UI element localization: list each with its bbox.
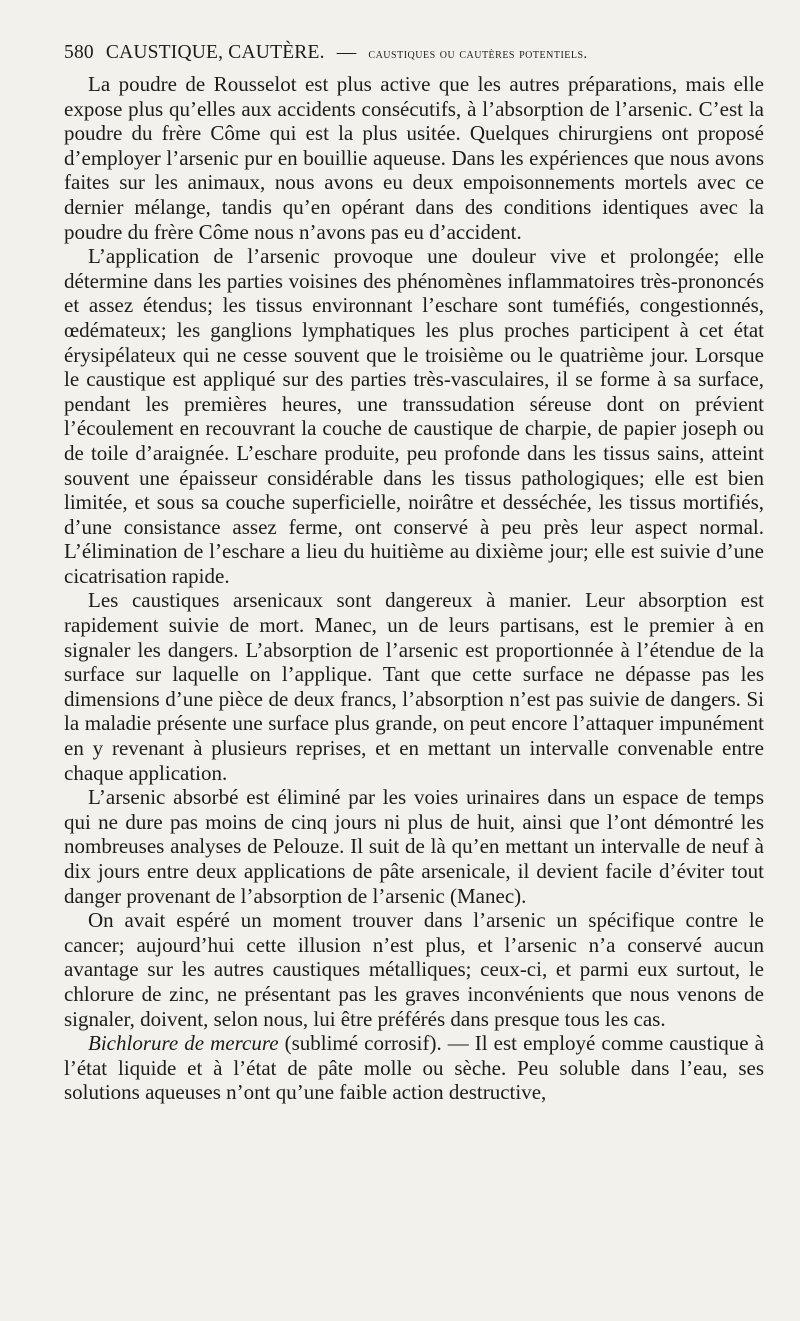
paragraph-6-text: (sublimé corrosif). — Il est employé comme caustique à l’état liquide et à l’état de pâte molle ou sèche. Peu soluble dans l’eau, ses solutions aqueuses n’ont qu’une faible action destructive,	[64, 1031, 764, 1105]
page-header	[64, 42, 764, 72]
paragraph-5: On avait espéré un moment trouver dans l’arsenic un spécifique contre le cancer; aujourd’hui cette illusion n’est plus, et l’arsenic n’a conservé aucun avantage sur les autres caustiques métalliques; ceux-ci, et parmi eux surtout, le chlorure de zinc, ne présentant pas les graves inconvénients que nous venons de signaler, doivent, selon nous, lui être préférés dans presque tous les cas.	[64, 908, 764, 1031]
running-head: CAUSTIQUE, CAUTÈRE.	[105, 42, 325, 63]
section-title: caustiques ou cautères potentiels.	[368, 46, 588, 62]
paragraph-6-lead: Bichlorure de mercure	[88, 1031, 279, 1056]
page-number: 580	[64, 42, 94, 63]
paragraph-3: Les caustiques arsenicaux sont dangereux à manier. Leur absorption est rapidement suivie de mort. Manec, un de leurs partisans, est le premier à en signaler les dangers. L’absorption de l’arsenic est proportionnée à l’étendue de la surface sur laquelle on l’applique. Tant que cette surface ne dépasse pas les dimensions d’une pièce de deux francs, l’absorption n’est pas suivie de dangers. Si la maladie présente une surface plus grande, on peut encore l’attaquer impunément en y revenant à plusieurs reprises, et en mettant un intervalle convenable entre chaque application.	[64, 588, 764, 785]
paragraph-2: L’application de l’arsenic provoque une douleur vive et prolongée; elle détermine dans les parties voisines des phénomènes inflammatoires très-prononcés et assez étendus; les tissus environnant l’eschare sont tuméfiés, congestionnés, œdémateux; les ganglions lymphatiques les plus proches participent à cet état érysipélateux qui ne cesse souvent que le troisième ou le quatrième jour. Lorsque le caustique est appliqué sur des parties très-vasculaires, il se forme à sa surface, pendant les premières heures, une transsudation séreuse dont on prévient l’écoulement en recouvrant la couche de caustique de charpie, de papier joseph ou de toile d’araignée. L’eschare produite, peu profonde dans les tissus sains, atteint souvent une épaisseur considérable dans les tissus pathologiques; elle est bien limitée, et sous sa couche superficielle, noirâtre et desséchée, les tissus mortifiés, d’une consistance assez ferme, ont conservé à peu près leur aspect normal. L’élimination de l’eschare a lieu du huitième au dixième jour; elle est suivie d’une cicatrisation rapide.	[64, 244, 764, 588]
paragraph-4: L’arsenic absorbé est éliminé par les voies urinaires dans un espace de temps qui ne dure pas moins de cinq jours ni plus de huit, ainsi que l’ont démontré les nombreuses analyses de Pelouze. Il suit de là qu’en mettant un intervalle de neuf à dix jours entre deux applications de pâte arsenicale, il devient facile d’éviter tout danger provenant de l’absorption de l’arsenic (Manec).	[64, 785, 764, 908]
header-separator: —	[336, 42, 357, 63]
paragraph-1: La poudre de Rousselot est plus active que les autres préparations, mais elle expose plus qu’elles aux accidents consécutifs, à l’absorption de l’arsenic. C’est la poudre du frère Côme qui est la plus usitée. Quelques chirurgiens ont proposé d’employer l’arsenic pur en bouillie aqueuse. Dans les expériences que nous avons faites sur les animaux, nous avons eu deux empoisonnements mortels avec ce dernier mélange, tandis qu’en opérant dans des conditions identiques avec la poudre du frère Côme nous n’avons pas eu d’accident.	[64, 72, 764, 244]
paragraph-6	[64, 1031, 764, 1105]
body-text	[64, 72, 764, 1105]
